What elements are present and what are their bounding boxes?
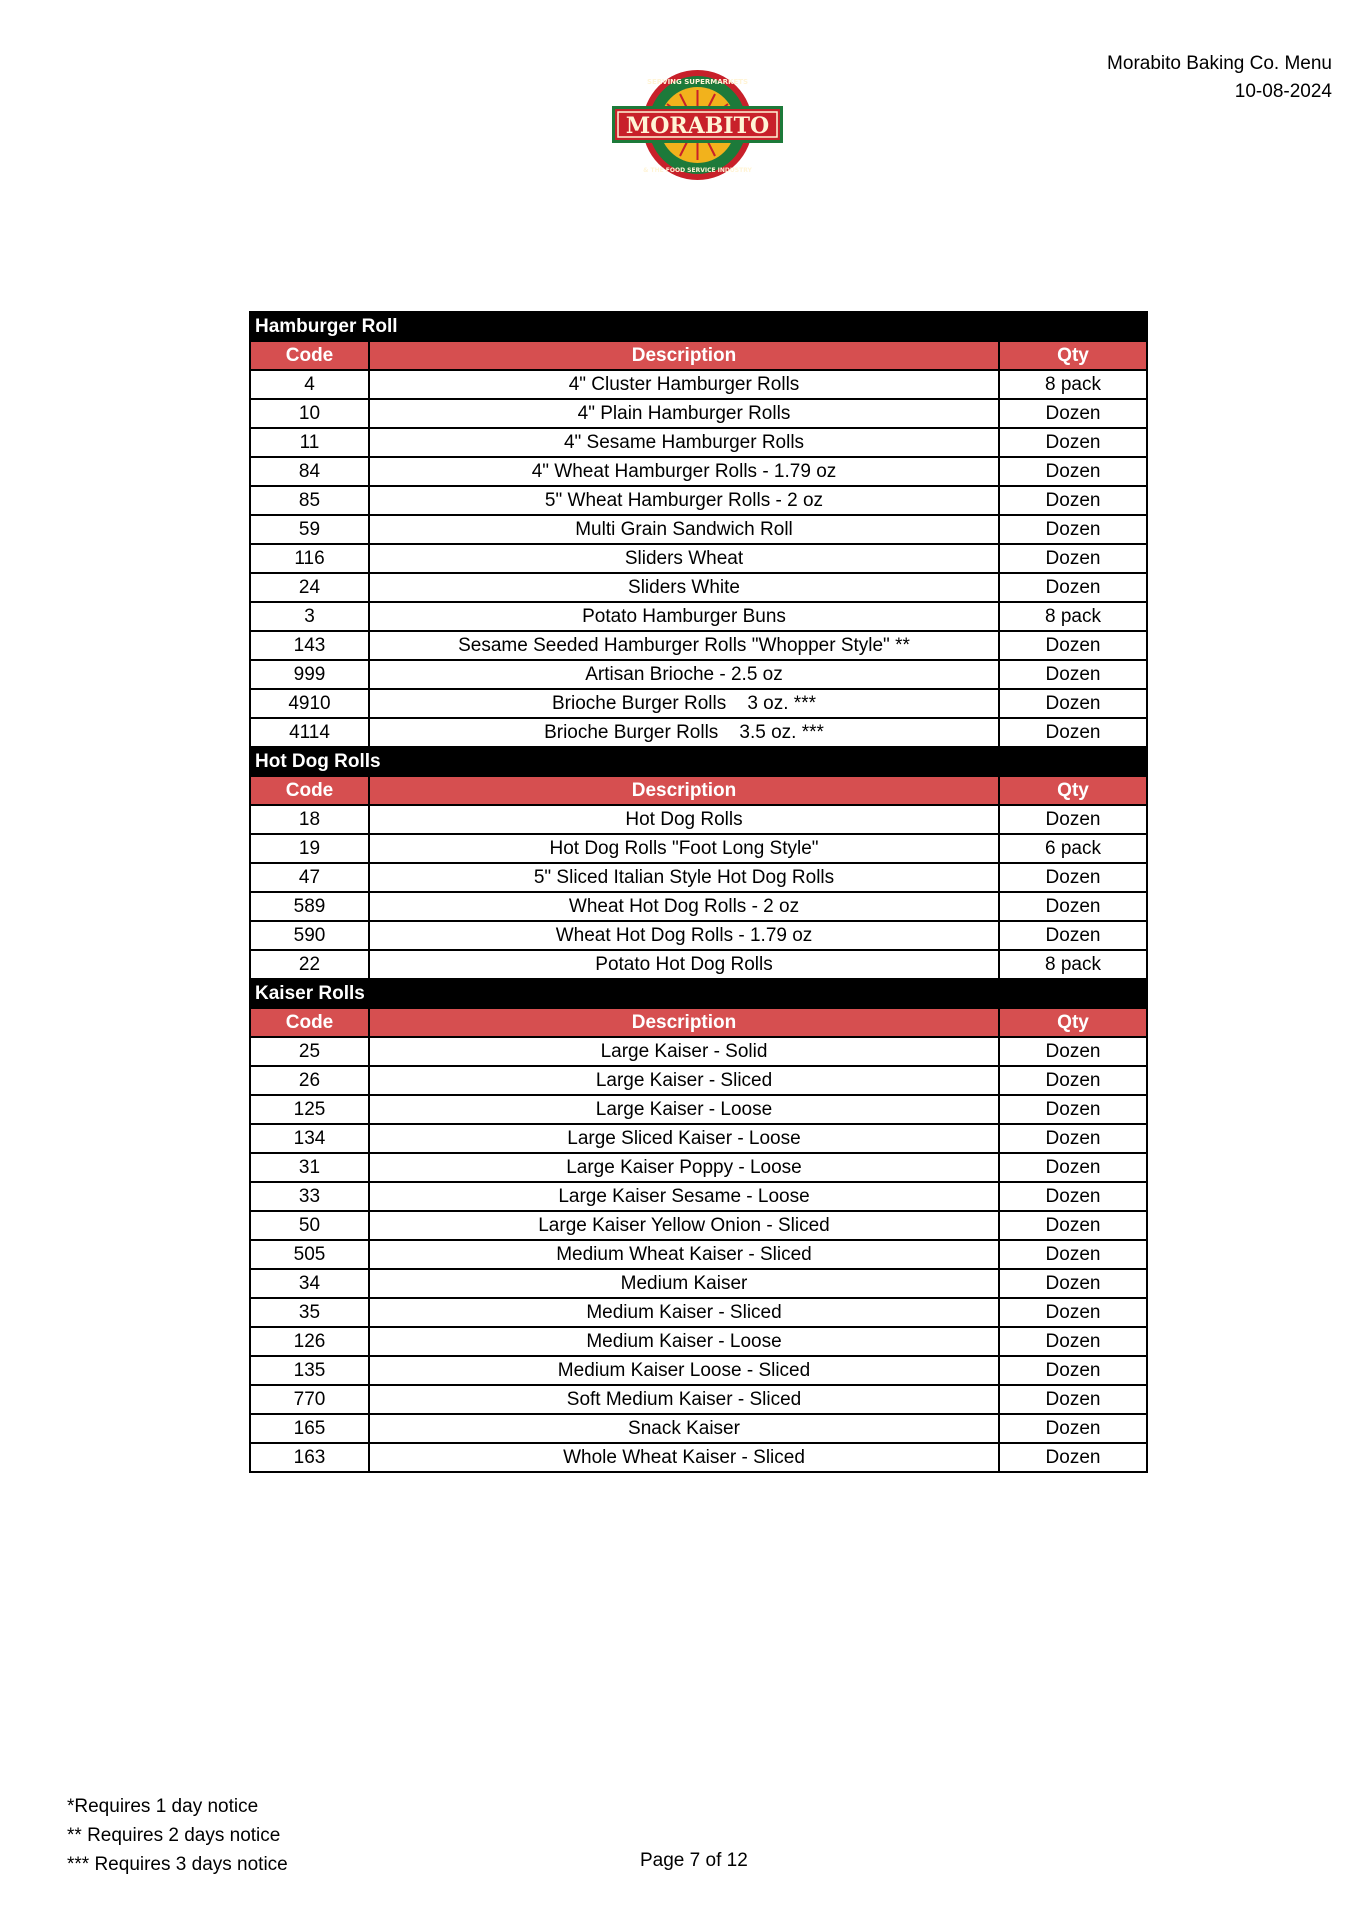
section-header bbox=[250, 747, 1147, 776]
cell-description: Large Kaiser Poppy - Loose bbox=[369, 1153, 999, 1182]
table-row bbox=[250, 544, 1147, 573]
cell-description: 4" Sesame Hamburger Rolls bbox=[369, 428, 999, 457]
cell-code: 134 bbox=[250, 1124, 369, 1153]
column-header-code: Code bbox=[250, 1008, 369, 1037]
table-row bbox=[250, 718, 1147, 747]
table-row bbox=[250, 457, 1147, 486]
menu-title: Morabito Baking Co. Menu bbox=[1107, 53, 1332, 74]
cell-description: Soft Medium Kaiser - Sliced bbox=[369, 1385, 999, 1414]
cell-description: Medium Kaiser Loose - Sliced bbox=[369, 1356, 999, 1385]
cell-qty: Dozen bbox=[999, 1269, 1147, 1298]
cell-code: 163 bbox=[250, 1443, 369, 1472]
cell-qty: Dozen bbox=[999, 921, 1147, 950]
footnote-3: *** Requires 3 days notice bbox=[67, 1854, 288, 1875]
menu-table bbox=[249, 311, 1148, 1473]
cell-code: 31 bbox=[250, 1153, 369, 1182]
section-title: Hamburger Roll bbox=[250, 312, 1147, 341]
cell-code: 47 bbox=[250, 863, 369, 892]
table-row bbox=[250, 1240, 1147, 1269]
table-row bbox=[250, 428, 1147, 457]
cell-description: 4" Plain Hamburger Rolls bbox=[369, 399, 999, 428]
footnote-2: ** Requires 2 days notice bbox=[67, 1825, 281, 1846]
table-row bbox=[250, 1327, 1147, 1356]
cell-description: Wheat Hot Dog Rolls - 2 oz bbox=[369, 892, 999, 921]
cell-qty: Dozen bbox=[999, 573, 1147, 602]
table-row bbox=[250, 834, 1147, 863]
table-row bbox=[250, 515, 1147, 544]
column-header-qty: Qty bbox=[999, 776, 1147, 805]
cell-description: Multi Grain Sandwich Roll bbox=[369, 515, 999, 544]
document-header bbox=[1107, 50, 1332, 106]
logo-bottom-text: & THE FOOD SERVICE INDUSTRY bbox=[643, 167, 752, 174]
table-row bbox=[250, 602, 1147, 631]
table-row bbox=[250, 1414, 1147, 1443]
cell-description: Large Kaiser - Solid bbox=[369, 1037, 999, 1066]
cell-description: 4" Wheat Hamburger Rolls - 1.79 oz bbox=[369, 457, 999, 486]
column-header-description: Description bbox=[369, 341, 999, 370]
cell-code: 50 bbox=[250, 1211, 369, 1240]
logo-brand-text: MORABITO bbox=[625, 113, 770, 139]
cell-code: 125 bbox=[250, 1095, 369, 1124]
cell-qty: Dozen bbox=[999, 544, 1147, 573]
cell-qty: Dozen bbox=[999, 892, 1147, 921]
logo-top-text: SERVING SUPERMARKETS bbox=[646, 78, 749, 86]
footnote-1: *Requires 1 day notice bbox=[67, 1796, 259, 1817]
cell-description: Large Kaiser Yellow Onion - Sliced bbox=[369, 1211, 999, 1240]
cell-description: Snack Kaiser bbox=[369, 1414, 999, 1443]
cell-qty: Dozen bbox=[999, 1124, 1147, 1153]
cell-qty: Dozen bbox=[999, 428, 1147, 457]
cell-code: 11 bbox=[250, 428, 369, 457]
cell-qty: Dozen bbox=[999, 660, 1147, 689]
footnotes bbox=[67, 1792, 288, 1879]
table-row bbox=[250, 1153, 1147, 1182]
cell-code: 999 bbox=[250, 660, 369, 689]
table-row bbox=[250, 1443, 1147, 1472]
column-header-description: Description bbox=[369, 1008, 999, 1037]
cell-qty: Dozen bbox=[999, 718, 1147, 747]
cell-description: Wheat Hot Dog Rolls - 1.79 oz bbox=[369, 921, 999, 950]
cell-qty: Dozen bbox=[999, 1037, 1147, 1066]
cell-description: Medium Kaiser - Loose bbox=[369, 1327, 999, 1356]
cell-description: Large Kaiser - Loose bbox=[369, 1095, 999, 1124]
cell-qty: Dozen bbox=[999, 1443, 1147, 1472]
table-row bbox=[250, 1385, 1147, 1414]
cell-description: Hot Dog Rolls bbox=[369, 805, 999, 834]
table-row bbox=[250, 950, 1147, 979]
morabito-logo bbox=[610, 68, 785, 182]
table-row bbox=[250, 863, 1147, 892]
cell-description: 5" Wheat Hamburger Rolls - 2 oz bbox=[369, 486, 999, 515]
cell-code: 18 bbox=[250, 805, 369, 834]
cell-description: 4" Cluster Hamburger Rolls bbox=[369, 370, 999, 399]
section-title: Hot Dog Rolls bbox=[250, 747, 1147, 776]
cell-description: Medium Kaiser - Sliced bbox=[369, 1298, 999, 1327]
cell-qty: Dozen bbox=[999, 1327, 1147, 1356]
cell-code: 85 bbox=[250, 486, 369, 515]
cell-qty: Dozen bbox=[999, 1356, 1147, 1385]
cell-qty: Dozen bbox=[999, 399, 1147, 428]
cell-qty: Dozen bbox=[999, 1385, 1147, 1414]
cell-description: Sliders White bbox=[369, 573, 999, 602]
table-row bbox=[250, 1066, 1147, 1095]
cell-code: 770 bbox=[250, 1385, 369, 1414]
cell-code: 505 bbox=[250, 1240, 369, 1269]
cell-qty: Dozen bbox=[999, 1414, 1147, 1443]
cell-description: Medium Wheat Kaiser - Sliced bbox=[369, 1240, 999, 1269]
cell-qty: Dozen bbox=[999, 631, 1147, 660]
table-row bbox=[250, 1211, 1147, 1240]
table-row bbox=[250, 1356, 1147, 1385]
cell-description: Sliders Wheat bbox=[369, 544, 999, 573]
cell-code: 4114 bbox=[250, 718, 369, 747]
table-row bbox=[250, 660, 1147, 689]
cell-description: Artisan Brioche - 2.5 oz bbox=[369, 660, 999, 689]
cell-qty: Dozen bbox=[999, 863, 1147, 892]
cell-description: Hot Dog Rolls "Foot Long Style" bbox=[369, 834, 999, 863]
cell-qty: Dozen bbox=[999, 1240, 1147, 1269]
cell-qty: Dozen bbox=[999, 457, 1147, 486]
cell-code: 19 bbox=[250, 834, 369, 863]
cell-description: Sesame Seeded Hamburger Rolls "Whopper Style" ** bbox=[369, 631, 999, 660]
table-row bbox=[250, 1037, 1147, 1066]
table-row bbox=[250, 1182, 1147, 1211]
cell-qty: Dozen bbox=[999, 515, 1147, 544]
table-row bbox=[250, 1298, 1147, 1327]
cell-qty: Dozen bbox=[999, 1066, 1147, 1095]
cell-code: 143 bbox=[250, 631, 369, 660]
cell-qty: Dozen bbox=[999, 1182, 1147, 1211]
cell-code: 33 bbox=[250, 1182, 369, 1211]
cell-code: 25 bbox=[250, 1037, 369, 1066]
cell-code: 10 bbox=[250, 399, 369, 428]
cell-qty: Dozen bbox=[999, 689, 1147, 718]
cell-code: 3 bbox=[250, 602, 369, 631]
table-row bbox=[250, 486, 1147, 515]
column-header-row bbox=[250, 341, 1147, 370]
cell-qty: 8 pack bbox=[999, 602, 1147, 631]
cell-code: 24 bbox=[250, 573, 369, 602]
cell-code: 590 bbox=[250, 921, 369, 950]
cell-description: Large Sliced Kaiser - Loose bbox=[369, 1124, 999, 1153]
cell-code: 135 bbox=[250, 1356, 369, 1385]
section-title: Kaiser Rolls bbox=[250, 979, 1147, 1008]
cell-description: Brioche Burger Rolls 3.5 oz. *** bbox=[369, 718, 999, 747]
cell-code: 22 bbox=[250, 950, 369, 979]
cell-description: Large Kaiser Sesame - Loose bbox=[369, 1182, 999, 1211]
cell-code: 4910 bbox=[250, 689, 369, 718]
cell-qty: 8 pack bbox=[999, 950, 1147, 979]
table-row bbox=[250, 370, 1147, 399]
column-header-qty: Qty bbox=[999, 1008, 1147, 1037]
cell-code: 26 bbox=[250, 1066, 369, 1095]
table-row bbox=[250, 573, 1147, 602]
cell-qty: Dozen bbox=[999, 1298, 1147, 1327]
cell-description: Whole Wheat Kaiser - Sliced bbox=[369, 1443, 999, 1472]
table-row bbox=[250, 689, 1147, 718]
cell-code: 59 bbox=[250, 515, 369, 544]
cell-description: 5" Sliced Italian Style Hot Dog Rolls bbox=[369, 863, 999, 892]
section-header bbox=[250, 312, 1147, 341]
cell-description: Potato Hamburger Buns bbox=[369, 602, 999, 631]
cell-qty: 8 pack bbox=[999, 370, 1147, 399]
cell-code: 84 bbox=[250, 457, 369, 486]
page-number: Page 7 of 12 bbox=[640, 1850, 748, 1871]
table-row bbox=[250, 921, 1147, 950]
cell-description: Large Kaiser - Sliced bbox=[369, 1066, 999, 1095]
cell-code: 589 bbox=[250, 892, 369, 921]
table-row bbox=[250, 892, 1147, 921]
cell-description: Medium Kaiser bbox=[369, 1269, 999, 1298]
cell-code: 4 bbox=[250, 370, 369, 399]
column-header-code: Code bbox=[250, 341, 369, 370]
cell-description: Potato Hot Dog Rolls bbox=[369, 950, 999, 979]
menu-date: 10-08-2024 bbox=[1234, 81, 1332, 102]
cell-code: 165 bbox=[250, 1414, 369, 1443]
cell-code: 126 bbox=[250, 1327, 369, 1356]
cell-code: 34 bbox=[250, 1269, 369, 1298]
table-row bbox=[250, 805, 1147, 834]
table-row bbox=[250, 399, 1147, 428]
cell-code: 116 bbox=[250, 544, 369, 573]
cell-qty: Dozen bbox=[999, 805, 1147, 834]
cell-qty: Dozen bbox=[999, 1095, 1147, 1124]
cell-description: Brioche Burger Rolls 3 oz. *** bbox=[369, 689, 999, 718]
column-header-row bbox=[250, 776, 1147, 805]
cell-qty: Dozen bbox=[999, 1211, 1147, 1240]
cell-code: 35 bbox=[250, 1298, 369, 1327]
cell-qty: Dozen bbox=[999, 486, 1147, 515]
table-row bbox=[250, 631, 1147, 660]
section-header bbox=[250, 979, 1147, 1008]
table-row bbox=[250, 1124, 1147, 1153]
column-header-row bbox=[250, 1008, 1147, 1037]
table-row bbox=[250, 1269, 1147, 1298]
column-header-description: Description bbox=[369, 776, 999, 805]
column-header-qty: Qty bbox=[999, 341, 1147, 370]
cell-qty: 6 pack bbox=[999, 834, 1147, 863]
cell-qty: Dozen bbox=[999, 1153, 1147, 1182]
column-header-code: Code bbox=[250, 776, 369, 805]
table-row bbox=[250, 1095, 1147, 1124]
